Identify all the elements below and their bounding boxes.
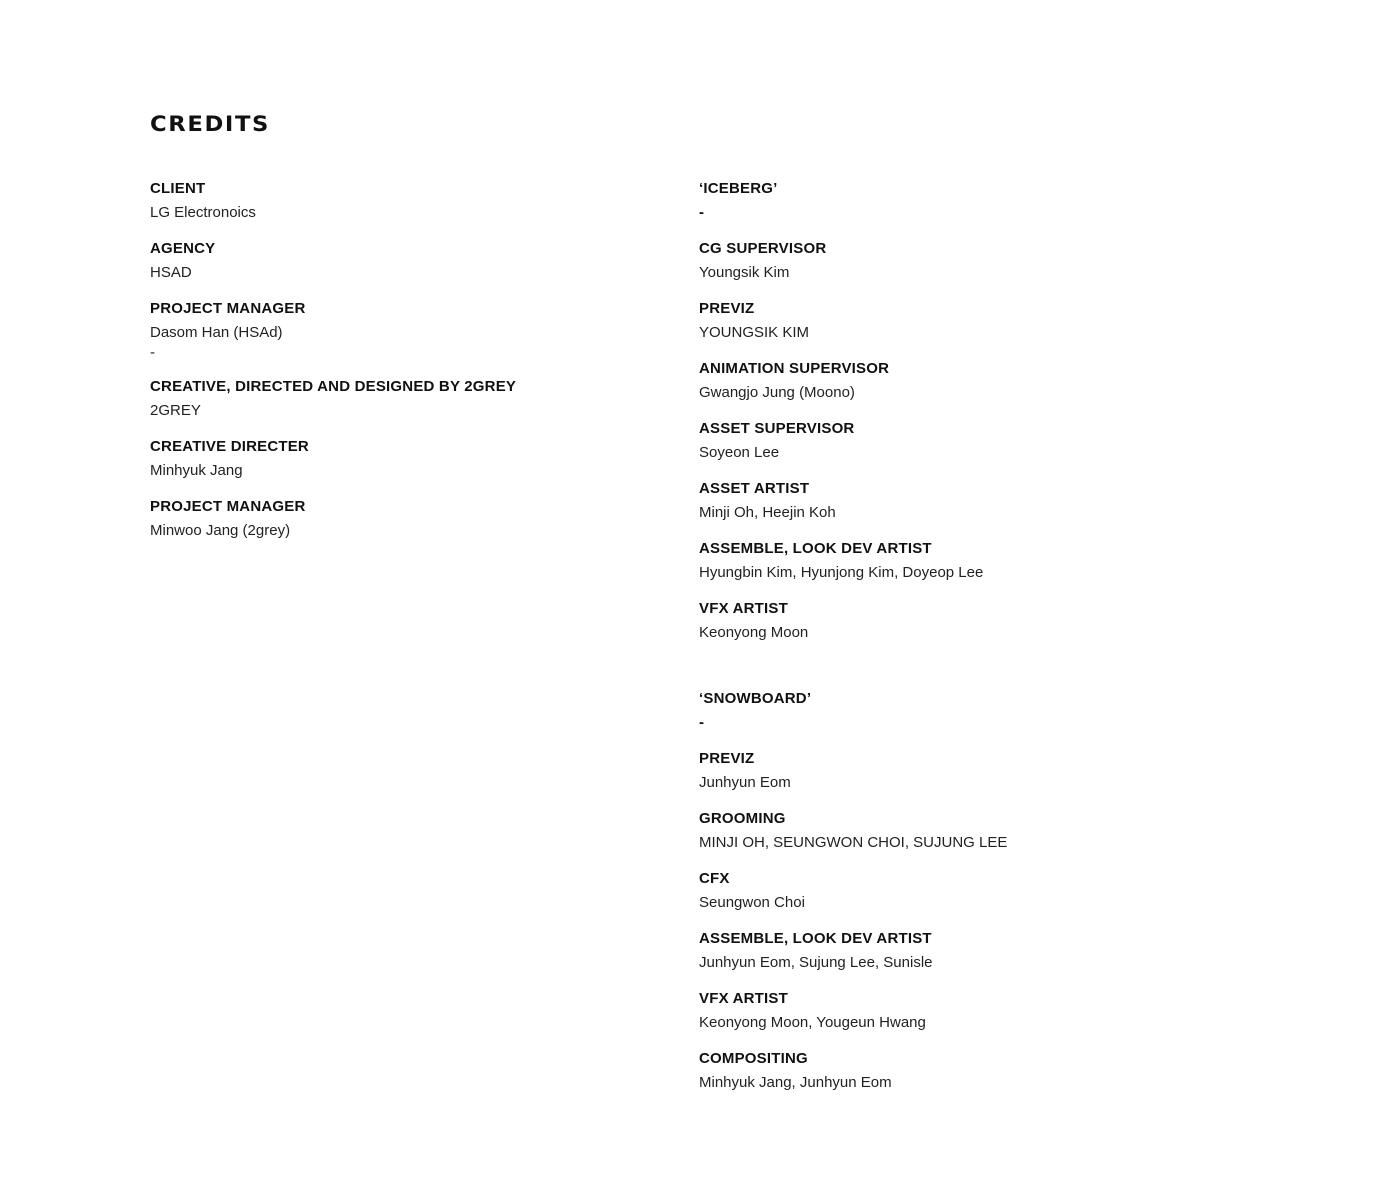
separator-dash: - — [150, 344, 155, 361]
credit-role: COMPOSITING — [699, 1050, 808, 1067]
credit-entry-agency — [150, 237, 670, 285]
credit-role: ASSET SUPERVISOR — [699, 420, 855, 437]
credit-name: Dasom Han (HSAd) — [150, 324, 283, 341]
credit-entry-client — [150, 177, 670, 225]
credit-entry — [699, 237, 1259, 285]
credit-name: Soyeon Lee — [699, 444, 780, 461]
credit-entry — [699, 867, 1259, 915]
credit-role: GROOMING — [699, 810, 786, 827]
credits-left-column — [150, 177, 670, 555]
credit-role: PREVIZ — [699, 300, 755, 317]
credit-role: ASSEMBLE, LOOK DEV ARTIST — [699, 540, 932, 557]
credit-entry — [699, 747, 1259, 795]
credit-role: ASSEMBLE, LOOK DEV ARTIST — [699, 930, 932, 947]
credit-entry-creative-director — [150, 435, 670, 483]
credit-name: Minhyuk Jang, Junhyun Eom — [699, 1074, 892, 1091]
credit-entry — [699, 1047, 1259, 1095]
section-spacer — [699, 657, 1259, 687]
credit-name: 2GREY — [150, 402, 201, 419]
credit-name: Junhyun Eom, Sujung Lee, Sunisle — [699, 954, 933, 971]
credit-role: VFX ARTIST — [699, 990, 788, 1007]
credit-entry — [699, 987, 1259, 1035]
credit-entry — [699, 357, 1259, 405]
credit-role: CLIENT — [150, 180, 206, 197]
credit-name: HSAD — [150, 264, 192, 281]
credit-role: PROJECT MANAGER — [150, 498, 306, 515]
credit-name: LG Electronoics — [150, 204, 256, 221]
credit-name: Minhyuk Jang — [150, 462, 243, 479]
credit-name: Gwangjo Jung (Moono) — [699, 384, 855, 401]
credit-role: CFX — [699, 870, 730, 887]
credit-role: VFX ARTIST — [699, 600, 788, 617]
credit-name: Keonyong Moon — [699, 624, 809, 641]
credits-right-column — [699, 177, 1259, 1107]
credit-role: ANIMATION SUPERVISOR — [699, 360, 890, 377]
credit-name: Seungwon Choi — [699, 894, 805, 911]
credit-name: Hyungbin Kim, Hyunjong Kim, Doyeop Lee — [699, 564, 984, 581]
credit-name: Minji Oh, Heejin Koh — [699, 504, 836, 521]
separator-dash: - — [699, 204, 704, 221]
separator-dash: - — [699, 714, 704, 731]
credit-role: CG SUPERVISOR — [699, 240, 827, 257]
credit-entry — [699, 297, 1259, 345]
credit-role: ASSET ARTIST — [699, 480, 810, 497]
credit-name: MINJI OH, SEUNGWON CHOI, SUJUNG LEE — [699, 834, 1008, 851]
credit-name: Junhyun Eom — [699, 774, 791, 791]
credit-entry — [699, 927, 1259, 975]
credit-entry — [699, 477, 1259, 525]
credit-role: PROJECT MANAGER — [150, 300, 306, 317]
section-title: ‘ICEBERG’ — [699, 180, 778, 197]
credit-entry — [699, 417, 1259, 465]
credit-name: Keonyong Moon, Yougeun Hwang — [699, 1014, 926, 1031]
credit-entry-project-manager-agency — [150, 297, 670, 363]
credit-name: Minwoo Jang (2grey) — [150, 522, 291, 539]
credit-role: AGENCY — [150, 240, 216, 257]
section-iceberg — [699, 177, 1259, 645]
section-snowboard — [699, 687, 1259, 1095]
credit-name: Youngsik Kim — [699, 264, 790, 281]
credit-entry — [699, 597, 1259, 645]
credit-entry-creative-studio — [150, 375, 670, 423]
credit-entry — [699, 537, 1259, 585]
credit-name: YOUNGSIK KIM — [699, 324, 810, 341]
section-title: ‘SNOWBOARD’ — [699, 690, 812, 707]
credit-entry — [699, 807, 1259, 855]
credit-role: CREATIVE DIRECTER — [150, 438, 309, 455]
credit-role: CREATIVE, DIRECTED AND DESIGNED BY 2GREY — [150, 378, 517, 395]
credit-role: PREVIZ — [699, 750, 755, 767]
page-title: CREDITS — [150, 112, 271, 136]
credit-entry-project-manager-studio — [150, 495, 670, 543]
